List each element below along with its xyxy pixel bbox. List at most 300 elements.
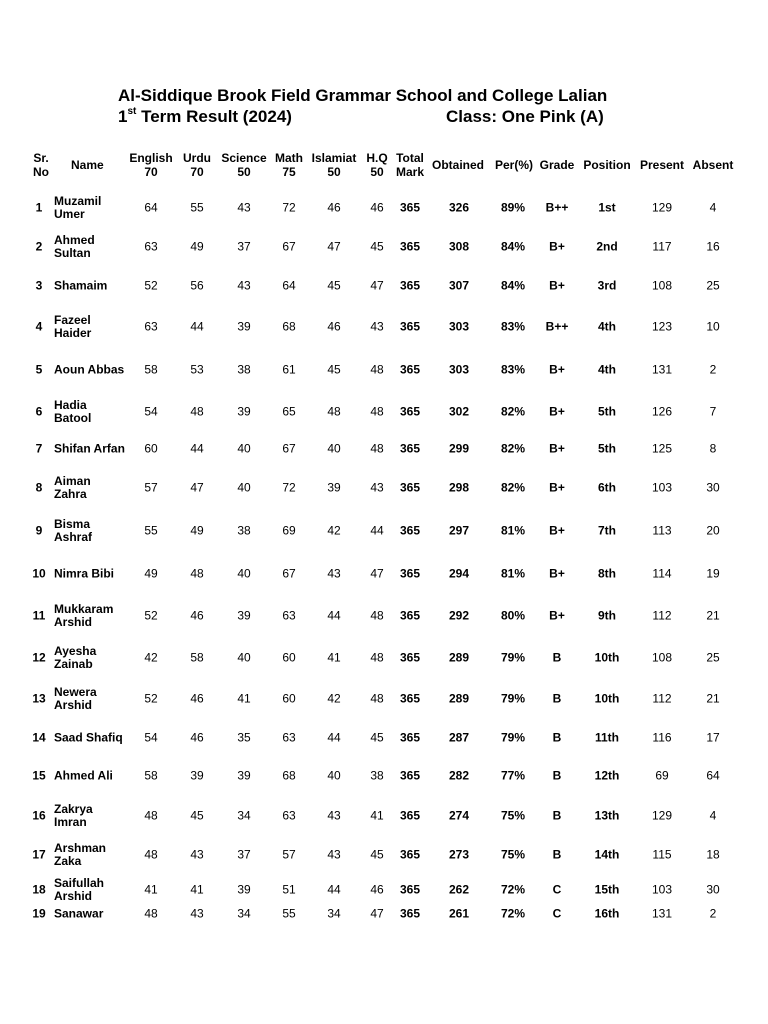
cell-math: 67	[282, 566, 296, 581]
cell-sr: 6	[35, 404, 43, 419]
header-hq-line-1: H.Q	[366, 151, 388, 165]
cell-per: 82%	[500, 404, 526, 419]
cell-sr: 15	[32, 768, 46, 783]
header-sr-line-2: No	[33, 165, 49, 179]
cell-sr: 10	[32, 566, 46, 581]
cell-science: 40	[237, 441, 251, 456]
cell-hq: 45	[370, 239, 384, 254]
cell-absent: 19	[706, 566, 720, 581]
cell-urdu: 47	[190, 480, 204, 495]
cell-math: 57	[282, 847, 296, 862]
cell-position: 2nd	[596, 239, 618, 254]
header-science-line-1: Science	[221, 151, 267, 165]
cell-obtained: 326	[448, 200, 470, 215]
cell-science: 39	[237, 768, 251, 783]
cell-urdu: 41	[190, 882, 204, 897]
cell-islamiat: 45	[327, 278, 341, 293]
cell-absent: 20	[706, 523, 720, 538]
cell-islamiat: 47	[327, 239, 341, 254]
cell-absent: 21	[706, 608, 720, 623]
cell-total: 365	[399, 319, 421, 334]
cell-urdu: 58	[190, 650, 204, 665]
cell-math: 68	[282, 768, 296, 783]
cell-position: 5th	[598, 404, 616, 419]
header-hq-line-2: 50	[370, 165, 384, 179]
cell-hq: 48	[370, 608, 384, 623]
cell-grade: B	[552, 691, 562, 706]
cell-grade: B++	[545, 319, 569, 334]
cell-absent: 4	[709, 808, 717, 823]
cell-science: 40	[237, 650, 251, 665]
cell-name: Shamaim	[54, 278, 108, 293]
cell-present: 103	[651, 882, 673, 897]
cell-per: 80%	[500, 608, 526, 623]
cell-islamiat: 45	[327, 362, 341, 377]
cell-sr: 4	[35, 319, 43, 334]
cell-position: 6th	[598, 480, 616, 495]
cell-name: Aiman Zahra	[54, 474, 91, 501]
cell-per: 79%	[500, 650, 526, 665]
cell-english: 58	[144, 362, 158, 377]
header-absent: Absent	[692, 158, 734, 172]
cell-obtained: 308	[448, 239, 470, 254]
cell-urdu: 44	[190, 319, 204, 334]
cell-obtained: 289	[448, 650, 470, 665]
cell-name: Arshman Zaka	[54, 841, 107, 868]
header-position: Position	[583, 158, 631, 172]
cell-islamiat: 43	[327, 847, 341, 862]
cell-name: Ayesha Zainab	[54, 644, 97, 671]
cell-grade: B+	[549, 480, 565, 495]
cell-science: 37	[237, 239, 251, 254]
cell-position: 12th	[594, 768, 620, 783]
cell-hq: 41	[370, 808, 384, 823]
header-math-line-1: Math	[275, 151, 303, 165]
cell-english: 54	[144, 404, 158, 419]
cell-science: 37	[237, 847, 251, 862]
cell-urdu: 46	[190, 608, 204, 623]
cell-name: Bisma Ashraf	[54, 517, 93, 544]
cell-math: 69	[282, 523, 296, 538]
header-english-line-2: 70	[144, 165, 158, 179]
cell-hq: 48	[370, 691, 384, 706]
cell-per: 79%	[500, 730, 526, 745]
cell-english: 63	[144, 239, 158, 254]
cell-science: 34	[237, 808, 251, 823]
cell-hq: 47	[370, 906, 384, 921]
cell-absent: 21	[706, 691, 720, 706]
cell-english: 60	[144, 441, 158, 456]
cell-total: 365	[399, 441, 421, 456]
cell-absent: 30	[706, 480, 720, 495]
cell-grade: B+	[549, 239, 565, 254]
cell-position: 15th	[594, 882, 620, 897]
cell-total: 365	[399, 906, 421, 921]
class-label: Class: One Pink (A)	[446, 107, 604, 126]
cell-position: 11th	[594, 730, 619, 745]
cell-science: 34	[237, 906, 251, 921]
cell-per: 72%	[500, 882, 526, 897]
cell-position: 4th	[598, 319, 616, 334]
cell-islamiat: 46	[327, 319, 341, 334]
cell-math: 60	[282, 691, 296, 706]
cell-obtained: 292	[448, 608, 470, 623]
cell-per: 83%	[500, 362, 526, 377]
cell-hq: 45	[370, 847, 384, 862]
cell-sr: 8	[35, 480, 43, 495]
cell-grade: C	[552, 906, 562, 921]
cell-total: 365	[399, 691, 421, 706]
cell-name: Nimra Bibi	[54, 566, 115, 581]
cell-hq: 46	[370, 200, 384, 215]
cell-science: 39	[237, 608, 251, 623]
header-english-line-1: English	[129, 151, 173, 165]
cell-islamiat: 40	[327, 441, 341, 456]
cell-urdu: 45	[190, 808, 204, 823]
cell-absent: 10	[706, 319, 720, 334]
cell-name: Fazeel Haider	[54, 313, 92, 340]
cell-name: Aoun Abbas	[54, 362, 125, 377]
cell-present: 108	[651, 650, 673, 665]
cell-math: 67	[282, 441, 296, 456]
cell-urdu: 56	[190, 278, 204, 293]
cell-urdu: 48	[190, 566, 204, 581]
cell-english: 52	[144, 691, 158, 706]
cell-grade: B	[552, 847, 562, 862]
cell-islamiat: 43	[327, 566, 341, 581]
cell-urdu: 49	[190, 239, 204, 254]
cell-position: 10th	[594, 691, 620, 706]
cell-obtained: 302	[448, 404, 470, 419]
cell-position: 4th	[598, 362, 616, 377]
cell-absent: 4	[709, 200, 717, 215]
cell-grade: B++	[545, 200, 569, 215]
cell-urdu: 43	[190, 847, 204, 862]
cell-english: 48	[144, 906, 158, 921]
cell-science: 40	[237, 480, 251, 495]
cell-total: 365	[399, 523, 421, 538]
cell-sr: 11	[32, 608, 46, 623]
cell-name: Ahmed Sultan	[54, 233, 95, 260]
cell-position: 8th	[598, 566, 616, 581]
cell-hq: 43	[370, 480, 384, 495]
cell-total: 365	[399, 200, 421, 215]
header-grade: Grade	[539, 158, 575, 172]
header-science-line-2: 50	[237, 165, 251, 179]
cell-absent: 64	[706, 768, 720, 783]
cell-science: 38	[237, 523, 251, 538]
cell-present: 113	[652, 523, 672, 538]
cell-science: 41	[237, 691, 251, 706]
cell-english: 48	[144, 808, 158, 823]
cell-sr: 9	[35, 523, 43, 538]
term-number: 1	[118, 107, 128, 126]
cell-name: Shifan Arfan	[54, 441, 125, 456]
cell-per: 72%	[500, 906, 526, 921]
cell-science: 43	[237, 278, 251, 293]
cell-position: 3rd	[597, 278, 617, 293]
cell-sr: 1	[35, 200, 43, 215]
cell-urdu: 43	[190, 906, 204, 921]
cell-position: 16th	[594, 906, 620, 921]
cell-sr: 3	[35, 278, 43, 293]
cell-present: 112	[652, 691, 672, 706]
cell-english: 52	[144, 608, 158, 623]
cell-per: 82%	[500, 441, 526, 456]
cell-obtained: 289	[448, 691, 470, 706]
cell-urdu: 44	[190, 441, 204, 456]
cell-sr: 7	[35, 441, 43, 456]
cell-total: 365	[399, 480, 421, 495]
cell-hq: 44	[370, 523, 384, 538]
cell-present: 117	[652, 239, 672, 254]
cell-obtained: 303	[448, 362, 470, 377]
cell-name: Newera Arshid	[54, 685, 97, 712]
cell-total: 365	[399, 768, 421, 783]
cell-grade: B+	[549, 362, 565, 377]
cell-position: 10th	[594, 650, 620, 665]
cell-grade: B	[552, 650, 562, 665]
cell-english: 55	[144, 523, 158, 538]
cell-urdu: 55	[190, 200, 204, 215]
cell-position: 9th	[598, 608, 616, 623]
cell-sr: 19	[32, 906, 46, 921]
cell-per: 77%	[500, 768, 526, 783]
cell-absent: 25	[706, 650, 720, 665]
cell-per: 81%	[500, 566, 526, 581]
header-urdu-line-1: Urdu	[183, 151, 211, 165]
cell-total: 365	[399, 730, 421, 745]
cell-grade: B	[552, 808, 562, 823]
cell-total: 365	[399, 404, 421, 419]
cell-total: 365	[399, 278, 421, 293]
cell-obtained: 273	[448, 847, 470, 862]
cell-obtained: 262	[448, 882, 470, 897]
cell-math: 63	[282, 808, 296, 823]
header-urdu-line-2: 70	[190, 165, 204, 179]
cell-total: 365	[399, 650, 421, 665]
header-sr-line-1: Sr.	[33, 151, 49, 165]
cell-sr: 12	[32, 650, 46, 665]
cell-name: Muzamil Umer	[54, 194, 102, 221]
cell-absent: 7	[709, 404, 717, 419]
cell-name: Saifullah Arshid	[54, 876, 105, 903]
cell-english: 48	[144, 847, 158, 862]
cell-name: Zakrya Imran	[54, 802, 93, 829]
cell-name: Hadia Batool	[54, 398, 92, 425]
cell-position: 5th	[598, 441, 616, 456]
header-sr	[21, 151, 61, 179]
header-name: Name	[71, 158, 104, 172]
cell-obtained: 274	[448, 808, 470, 823]
cell-absent: 2	[709, 362, 717, 377]
cell-math: 72	[282, 200, 296, 215]
cell-science: 40	[237, 566, 251, 581]
cell-sr: 5	[35, 362, 43, 377]
cell-obtained: 298	[448, 480, 470, 495]
cell-position: 13th	[594, 808, 620, 823]
cell-science: 35	[237, 730, 251, 745]
cell-urdu: 53	[190, 362, 204, 377]
cell-islamiat: 34	[327, 906, 341, 921]
cell-english: 63	[144, 319, 158, 334]
cell-position: 7th	[598, 523, 616, 538]
cell-hq: 43	[370, 319, 384, 334]
cell-science: 39	[237, 404, 251, 419]
header-islamiat-line-1: Islamiat	[311, 151, 357, 165]
cell-per: 84%	[500, 239, 526, 254]
cell-english: 41	[144, 882, 158, 897]
cell-islamiat: 42	[327, 523, 341, 538]
cell-per: 81%	[500, 523, 526, 538]
cell-hq: 38	[370, 768, 384, 783]
cell-name: Sanawar	[54, 906, 104, 921]
cell-total: 365	[399, 566, 421, 581]
term-rest: Term Result (2024)	[136, 107, 292, 126]
cell-present: 129	[651, 808, 673, 823]
cell-per: 82%	[500, 480, 526, 495]
cell-math: 68	[282, 319, 296, 334]
cell-sr: 18	[32, 882, 46, 897]
cell-english: 54	[144, 730, 158, 745]
cell-islamiat: 44	[327, 882, 341, 897]
cell-present: 69	[655, 768, 669, 783]
cell-math: 61	[282, 362, 296, 377]
cell-grade: B+	[549, 566, 565, 581]
cell-total: 365	[399, 608, 421, 623]
cell-sr: 13	[32, 691, 46, 706]
term-suffix: st	[127, 106, 137, 118]
header-obtained: Obtained	[431, 158, 484, 172]
cell-hq: 46	[370, 882, 384, 897]
cell-obtained: 261	[448, 906, 470, 921]
header-islamiat-line-2: 50	[327, 165, 341, 179]
cell-obtained: 282	[448, 768, 470, 783]
cell-hq: 48	[370, 650, 384, 665]
cell-name: Mukkaram Arshid	[54, 602, 114, 629]
cell-hq: 47	[370, 566, 384, 581]
cell-grade: B+	[549, 523, 565, 538]
cell-sr: 14	[32, 730, 46, 745]
cell-present: 116	[652, 730, 672, 745]
cell-math: 72	[282, 480, 296, 495]
cell-english: 58	[144, 768, 158, 783]
cell-per: 75%	[500, 808, 526, 823]
cell-sr: 2	[35, 239, 43, 254]
cell-per: 79%	[500, 691, 526, 706]
cell-urdu: 46	[190, 730, 204, 745]
header-total-line-1: Total	[396, 151, 424, 165]
cell-obtained: 294	[448, 566, 470, 581]
cell-grade: C	[552, 882, 562, 897]
cell-grade: B+	[549, 404, 565, 419]
cell-per: 75%	[500, 847, 526, 862]
cell-grade: B+	[549, 441, 565, 456]
cell-science: 39	[237, 882, 251, 897]
header-present: Present	[639, 158, 685, 172]
cell-science: 38	[237, 362, 251, 377]
cell-math: 65	[282, 404, 296, 419]
cell-position: 14th	[594, 847, 620, 862]
cell-total: 365	[399, 362, 421, 377]
cell-islamiat: 41	[327, 650, 341, 665]
cell-total: 365	[399, 882, 421, 897]
cell-name: Ahmed Ali	[54, 768, 113, 783]
cell-islamiat: 44	[327, 730, 341, 745]
cell-present: 114	[652, 566, 672, 581]
cell-urdu: 49	[190, 523, 204, 538]
cell-total: 365	[399, 808, 421, 823]
cell-grade: B+	[549, 608, 565, 623]
cell-present: 115	[652, 847, 672, 862]
cell-islamiat: 48	[327, 404, 341, 419]
cell-present: 126	[651, 404, 673, 419]
cell-islamiat: 39	[327, 480, 341, 495]
cell-per: 84%	[500, 278, 526, 293]
cell-hq: 48	[370, 362, 384, 377]
cell-math: 60	[282, 650, 296, 665]
cell-obtained: 299	[448, 441, 470, 456]
cell-urdu: 48	[190, 404, 204, 419]
cell-per: 83%	[500, 319, 526, 334]
term-title	[118, 107, 292, 127]
cell-english: 57	[144, 480, 158, 495]
cell-english: 64	[144, 200, 158, 215]
cell-science: 39	[237, 319, 251, 334]
cell-present: 131	[651, 362, 673, 377]
cell-math: 64	[282, 278, 296, 293]
header-math-line-2: 75	[282, 165, 296, 179]
cell-absent: 8	[709, 441, 717, 456]
cell-english: 42	[144, 650, 158, 665]
header-total-line-2: Mark	[395, 165, 424, 179]
cell-total: 365	[399, 239, 421, 254]
cell-english: 52	[144, 278, 158, 293]
cell-absent: 30	[706, 882, 720, 897]
cell-per: 89%	[500, 200, 526, 215]
cell-absent: 2	[709, 906, 717, 921]
cell-islamiat: 40	[327, 768, 341, 783]
cell-position: 1st	[598, 200, 616, 215]
cell-grade: B	[552, 730, 562, 745]
cell-urdu: 39	[190, 768, 204, 783]
cell-hq: 45	[370, 730, 384, 745]
cell-math: 67	[282, 239, 296, 254]
cell-islamiat: 46	[327, 200, 341, 215]
cell-sr: 16	[32, 808, 46, 823]
cell-total: 365	[399, 847, 421, 862]
cell-present: 123	[651, 319, 673, 334]
cell-math: 51	[282, 882, 296, 897]
cell-grade: B	[552, 768, 562, 783]
cell-present: 108	[651, 278, 673, 293]
cell-obtained: 297	[448, 523, 470, 538]
cell-science: 43	[237, 200, 251, 215]
cell-islamiat: 44	[327, 608, 341, 623]
cell-name: Saad Shafiq	[54, 730, 123, 745]
cell-present: 112	[652, 608, 672, 623]
cell-islamiat: 43	[327, 808, 341, 823]
cell-urdu: 46	[190, 691, 204, 706]
cell-math: 55	[282, 906, 296, 921]
cell-math: 63	[282, 730, 296, 745]
cell-grade: B+	[549, 278, 565, 293]
cell-hq: 47	[370, 278, 384, 293]
cell-english: 49	[144, 566, 158, 581]
cell-absent: 18	[706, 847, 720, 862]
cell-present: 129	[651, 200, 673, 215]
cell-hq: 48	[370, 404, 384, 419]
